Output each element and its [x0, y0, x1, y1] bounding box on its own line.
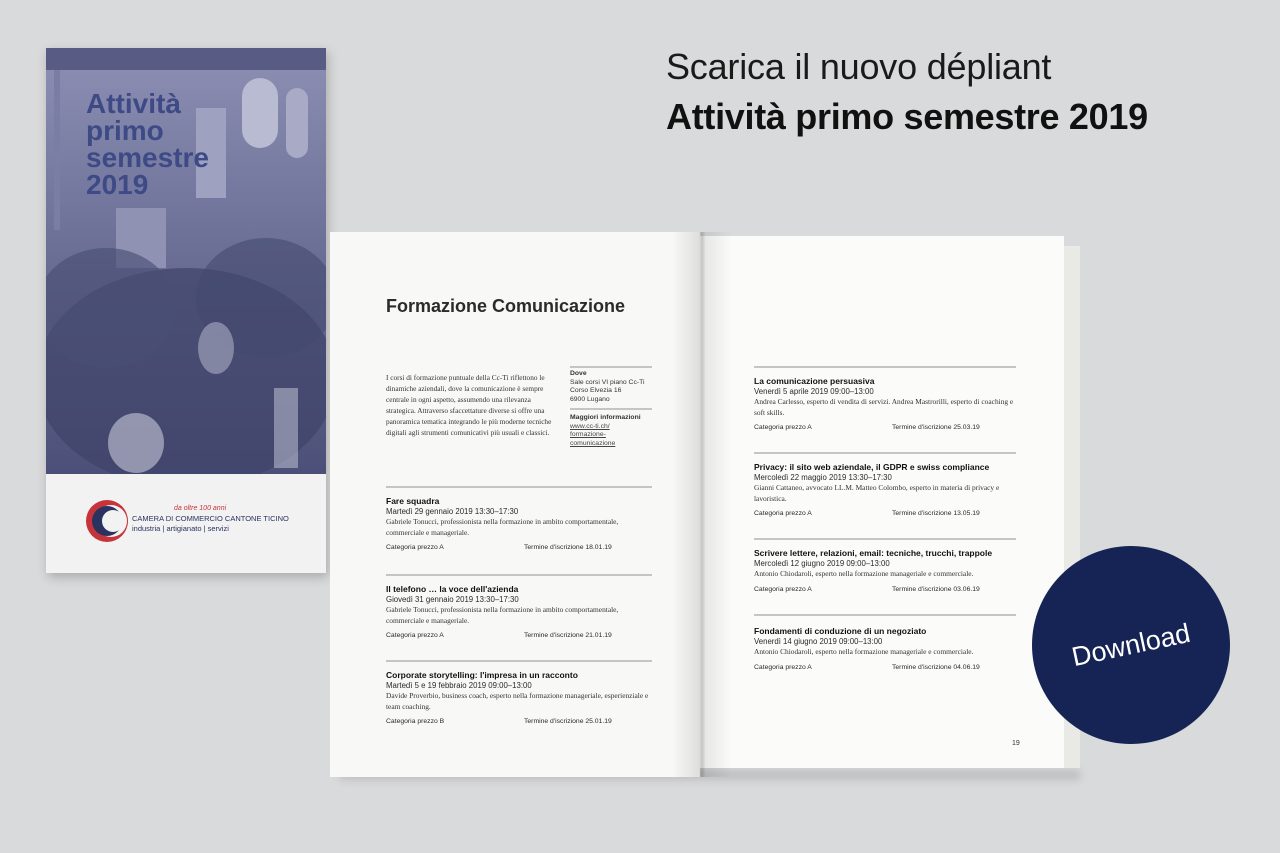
logo-tagline: da oltre 100 anni: [174, 505, 227, 512]
event-deadline: Termine d'iscrizione 25.01.19: [524, 718, 612, 725]
cover-title: [86, 90, 209, 198]
event-people: Gabriele Tonucci, professionista nella formazione in ambito comportamentale, commerciale e manageriale.: [386, 605, 619, 625]
event-block: [386, 584, 652, 643]
event-block: [754, 376, 1016, 435]
booklet-gutter: [672, 232, 732, 777]
divider: [754, 452, 1016, 454]
event-date: Venerdì 14 giugno 2019 09:00–13:00: [754, 637, 883, 646]
event-category: Categoria prezzo A: [754, 663, 812, 671]
divider: [754, 366, 1016, 368]
event-deadline: Termine d'iscrizione 21.01.19: [524, 632, 612, 639]
event-people: Gianni Cattaneo, avvocato LL.M. Matteo Colombo, esperto in materia di privacy e lavoristica.: [754, 483, 1000, 503]
event-date: Venerdì 5 aprile 2019 09:00–13:00: [754, 387, 874, 396]
event-deadline: Termine d'iscrizione 25.03.19: [892, 424, 980, 431]
booklet-title: Formazione Comunicazione: [386, 296, 626, 316]
dove-line: Sale corsi VI piano Cc-Ti: [570, 378, 645, 386]
divider: [570, 366, 652, 368]
event-block: [386, 496, 652, 555]
event-deadline: Termine d'iscrizione 13.05.19: [892, 510, 980, 517]
cover-title-line: Attività: [86, 88, 181, 119]
event-deadline: Termine d'iscrizione 18.01.19: [524, 544, 612, 551]
event-title: Fondamenti di conduzione di un negoziato: [754, 626, 927, 636]
cover-title-line: 2019: [86, 169, 149, 200]
event-block: [754, 626, 1016, 675]
event-people: Antonio Chiodaroli, esperto nella formazione manageriale e commerciale.: [754, 569, 974, 578]
dove-line: 6900 Lugano: [570, 395, 610, 403]
event-category: Categoria prezzo B: [386, 718, 445, 725]
event-title: Corporate storytelling: l'impresa in un racconto: [386, 670, 578, 680]
headline-line1: Scarica il nuovo dépliant: [666, 46, 1052, 87]
chamber-logo-icon: [84, 498, 130, 544]
event-people: Andrea Carlesso, esperto di vendita di servizi. Andrea Mastrorilli, esperto di coaching e soft skills.: [754, 397, 1014, 417]
event-date: Martedì 29 gennaio 2019 13:30–17:30: [386, 507, 519, 516]
dove-label: Dove: [570, 370, 587, 377]
download-button-label: Download: [1069, 617, 1193, 672]
info-link: www.cc-ti.ch/: [570, 422, 610, 430]
info-link: formazione-: [570, 431, 606, 438]
info-link: comunicazione: [570, 439, 616, 447]
event-date: Martedì 5 e 19 febbraio 2019 09:00–13:00: [386, 681, 532, 690]
headline-line2: Attività primo semestre 2019: [666, 96, 1148, 137]
event-people: Antonio Chiodaroli, esperto nella formazione manageriale e commerciale.: [754, 647, 974, 656]
event-block: [386, 670, 652, 729]
divider: [754, 538, 1016, 540]
event-date: Mercoledì 22 maggio 2019 13:30–17:30: [754, 473, 892, 482]
event-title: Privacy: il sito web aziendale, il GDPR e swiss compliance: [754, 462, 990, 472]
divider: [386, 660, 652, 662]
divider: [386, 486, 652, 488]
event-category: Categoria prezzo A: [754, 424, 812, 431]
brochure-cover: [46, 48, 326, 573]
divider: [754, 614, 1016, 616]
logo-subtitle: industria | artigianato | servizi: [132, 524, 229, 533]
event-date: Mercoledì 12 giugno 2019 09:00–13:00: [754, 559, 890, 568]
download-button[interactable]: [1032, 546, 1230, 744]
event-date: Giovedì 31 gennaio 2019 13:30–17:30: [386, 595, 519, 604]
cover-title-line: semestre: [86, 142, 209, 173]
event-category: Categoria prezzo A: [754, 585, 812, 593]
event-category: Categoria prezzo A: [386, 632, 444, 639]
event-category: Categoria prezzo A: [754, 510, 812, 517]
event-block: [754, 548, 1016, 597]
event-title: Fare squadra: [386, 496, 440, 506]
divider: [570, 408, 652, 410]
dove-line: Corso Elvezia 16: [570, 387, 622, 394]
booklet-location-info: [570, 370, 652, 448]
divider: [386, 574, 652, 576]
event-people: Gabriele Tonucci, professionista nella formazione in ambito comportamentale, commerciale e manageriale.: [386, 517, 619, 537]
event-deadline: Termine d'iscrizione 04.06.19: [892, 663, 980, 671]
event-people: Davide Proverbio, business coach, esperto nella formazione manageriale, esperienziale e team coaching.: [386, 691, 649, 711]
event-block: [754, 462, 1016, 521]
booklet-intro: I corsi di formazione puntuale della Cc-Ti riflettono le dinamiche aziendali, dove la comunicazione è sempre centrale in ogni aspetto, assumendo una rilevanza strategica. Attraverso sfaccettature diverse si offre una panoramica tematica integrando le più moderne tecniche digitali agli strumenti comunicativi più usuali e classici.: [386, 373, 552, 437]
event-title: Il telefono … la voce dell'azienda: [386, 584, 519, 594]
info-label: Maggiori informazioni: [570, 414, 641, 421]
event-title: La comunicazione persuasiva: [754, 376, 875, 386]
event-title: Scrivere lettere, relazioni, email: tecniche, trucchi, trappole: [754, 548, 993, 558]
event-deadline: Termine d'iscrizione 03.06.19: [892, 585, 980, 593]
event-category: Categoria prezzo A: [386, 544, 444, 551]
cover-title-line: primo: [86, 115, 164, 146]
page-number: 19: [1012, 740, 1020, 747]
logo-org-name: CAMERA DI COMMERCIO CANTONE TICINO: [132, 514, 289, 523]
